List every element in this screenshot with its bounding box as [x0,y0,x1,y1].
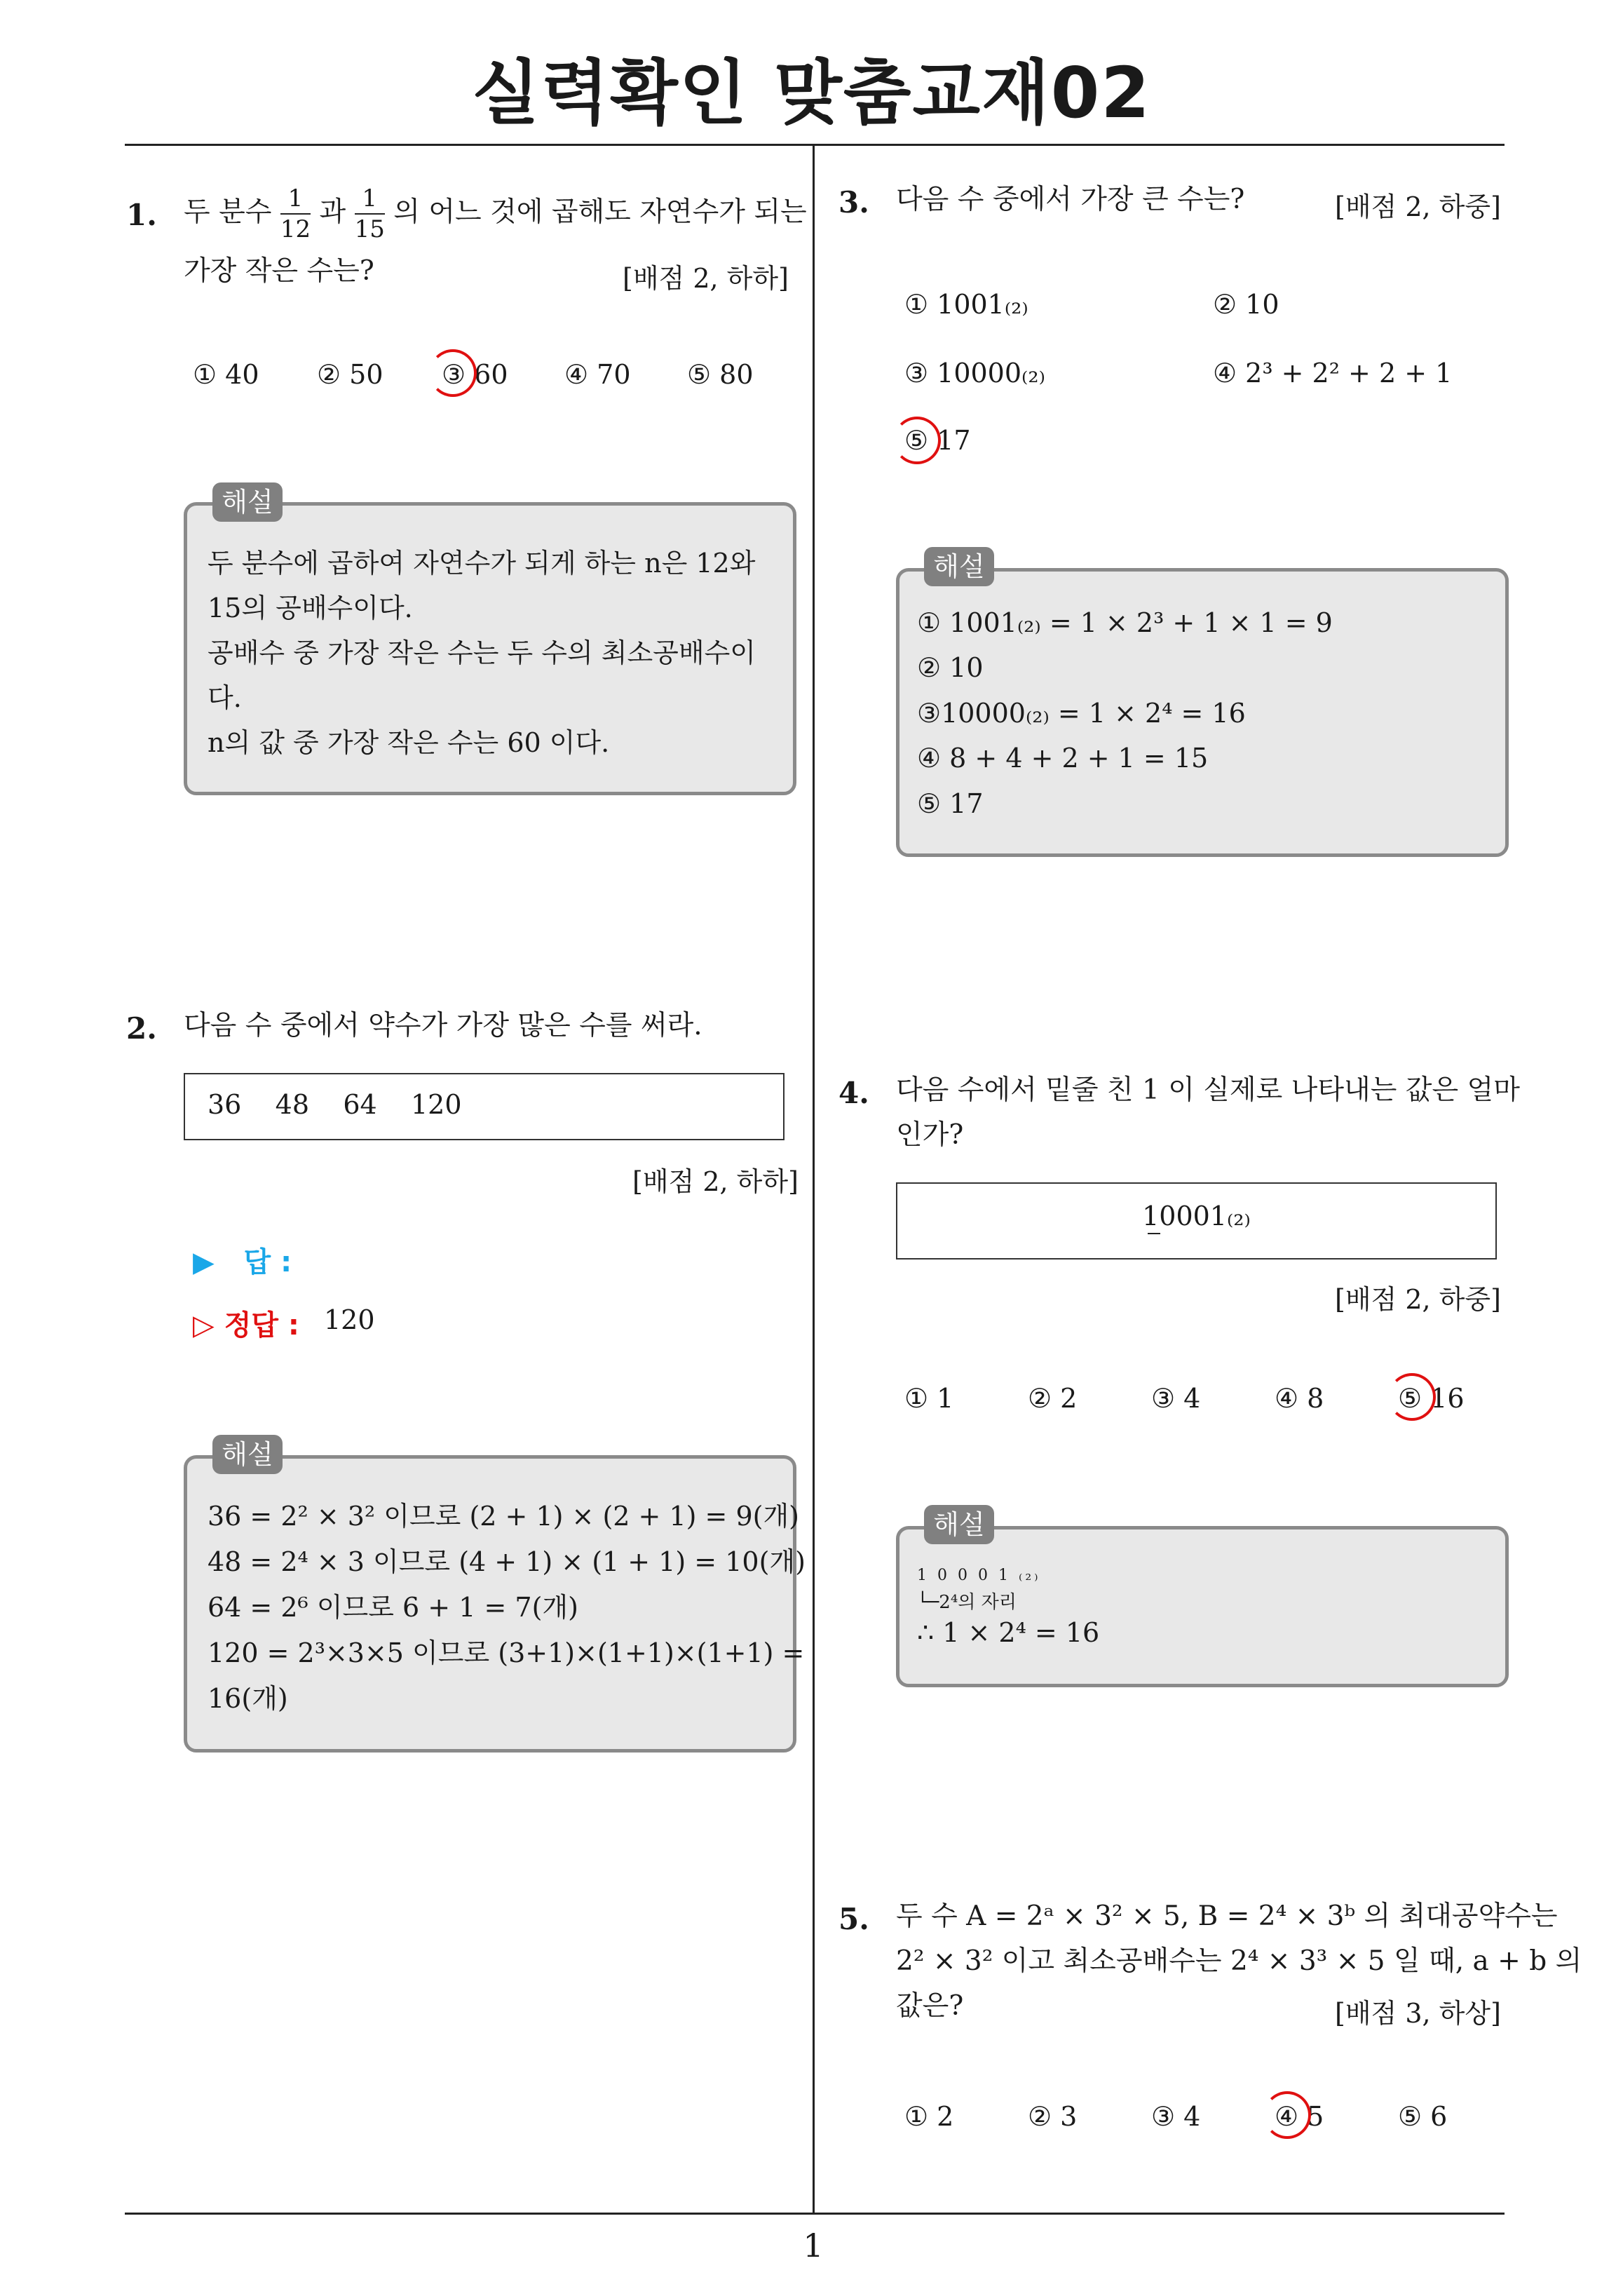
q1-option-2[interactable]: ② 50 [317,359,383,390]
top-rule [125,144,1505,146]
q4-answer-circle [1388,1373,1436,1421]
q1-line2: 가장 작은 수는? [184,255,374,287]
q3-option-4[interactable]: ④ 2³ + 2² + 2 + 1 [1213,358,1453,389]
q5-option-5[interactable]: ⑤ 6 [1398,2101,1448,2132]
q3-solution-line-1: ① 1001₍₂₎ = 1 × 2³ + 1 × 1 = 9 [917,607,1333,638]
q1-score: [배점 2, 하하] [623,263,789,294]
q4-line2: 인가? [896,1119,964,1151]
q4-score: [배점 2, 하중] [1335,1284,1501,1315]
q2-correct-value: 120 [324,1304,375,1335]
q3-option-1[interactable]: ① 1001₍₂₎ [904,289,1028,320]
q5-option-1[interactable]: ① 2 [904,2101,954,2132]
q4-option-5[interactable]: ⑤ 16 [1398,1383,1465,1414]
q4-option-2[interactable]: ② 2 [1028,1383,1078,1414]
q1-f2-den: 15 [354,215,385,243]
q2-score: [배점 2, 하하] [632,1166,799,1197]
q1-solution-line-5: n의 값 중 가장 작은 수는 60 이다. [208,727,610,758]
q5-number: 5. [838,1902,869,1936]
q2-solution-line-2: 48 = 2⁴ × 3 이므로 (4 + 1) × (1 + 1) = 10(개) [208,1546,806,1577]
q1-f2-num: 1 [355,184,385,215]
q4-underline-mark [1148,1233,1160,1234]
q1-solution-line-1: 두 분수에 곱하여 자연수가 되게 하는 n은 12와 [208,548,756,579]
q1-solution-line-4: 다. [208,682,242,713]
q3-solution-line-4: ④ 8 + 4 + 2 + 1 = 15 [917,743,1209,774]
q1-answer-circle [429,349,477,397]
q4-option-1[interactable]: ① 1 [904,1383,954,1414]
q1-fraction-1 [280,184,311,244]
q4-option-4[interactable]: ④ 8 [1275,1383,1324,1414]
q1-line1 [184,184,807,244]
q4-solution-tag: 해설 [924,1505,994,1544]
q1-option-3[interactable]: ③ 60 [442,359,508,390]
q2-number: 2. [126,1011,157,1046]
q5-answer-circle [1263,2091,1311,2139]
q3-answer-circle [893,417,941,464]
q2-solution-line-5: 16(개) [208,1683,288,1714]
page-number: 1 [803,2227,824,2264]
q1-option-5[interactable]: ⑤ 80 [687,359,754,390]
q1-post: 의 어느 것에 곱해도 자연수가 되는 [393,196,807,228]
q2-answer-label: ▶ 답 : [193,1246,292,1278]
q2-solution-line-1: 36 = 2² × 3² 이므로 (2 + 1) × (2 + 1) = 9(개) [208,1501,799,1532]
q1-solution-tag: 해설 [212,482,283,522]
q2-solution-line-4: 120 = 2³×3×5 이므로 (3+1)×(1+1)×(1+1) = [208,1637,805,1668]
q5-score: [배점 3, 하상] [1335,1998,1501,2029]
bottom-rule [125,2213,1505,2215]
q4-solution-digits: 1 0 0 0 1 ₍₂₎ [917,1567,1041,1584]
q1-number: 1. [126,198,157,232]
q3-solution-line-2: ② 10 [917,652,984,683]
q1-mid: 과 [319,196,346,228]
q4-line1: 다음 수에서 밑줄 친 1 이 실제로 나타내는 값은 얼마 [896,1074,1520,1106]
q3-score: [배점 2, 하중] [1335,191,1501,222]
q5-line2: 2² × 3² 이고 최소공배수는 2⁴ × 3³ × 5 일 때, a + b 의 [896,1945,1582,1977]
q1-f1-den: 12 [280,215,311,243]
q3-solution-line-3: ③10000₍₂₎ = 1 × 2⁴ = 16 [917,698,1246,729]
q3-option-5[interactable]: ⑤ 17 [904,425,971,456]
q4-solution-place: └─2⁴의 자리 [917,1592,1017,1613]
q5-line1: 두 수 A = 2ᵃ × 3² × 5, B = 2⁴ × 3ᵇ 의 최대공약수는 [896,1900,1558,1932]
q2-solution-line-3: 64 = 2⁶ 이므로 6 + 1 = 7(개) [208,1592,578,1623]
q1-fraction-2 [355,184,385,244]
q3-number: 3. [838,185,869,220]
q5-option-3[interactable]: ③ 4 [1151,2101,1201,2132]
column-divider [813,144,815,2213]
q3-solution-line-5: ⑤ 17 [917,788,984,819]
q3-text: 다음 수 중에서 가장 큰 수는? [896,184,1245,215]
q4-number: 4. [838,1076,869,1110]
q5-line3: 값은? [896,1990,964,2022]
q1-solution-line-2: 15의 공배수이다. [208,593,413,623]
q2-text: 다음 수 중에서 약수가 가장 많은 수를 써라. [184,1010,702,1041]
q5-option-2[interactable]: ② 3 [1028,2101,1078,2132]
page-title: 실력확인 맞춤교재02 [472,52,1151,134]
q3-option-3[interactable]: ③ 10000₍₂₎ [904,358,1045,389]
q1-f1-num: 1 [280,184,311,215]
q2-solution-tag: 해설 [212,1435,283,1474]
q3-solution-tag: 해설 [924,547,994,586]
q4-option-3[interactable]: ③ 4 [1151,1383,1201,1414]
q4-box-content: 10001₍₂₎ [1142,1201,1251,1231]
q2-box-content: 36 48 64 120 [208,1089,462,1120]
q3-option-2[interactable]: ② 10 [1213,289,1279,320]
q4-solution-result: ∴ 1 × 2⁴ = 16 [917,1617,1100,1648]
q1-pre: 두 분수 [184,196,272,228]
q2-correct-label: ▷ 정답 : [193,1309,299,1342]
q5-option-4[interactable]: ④ 5 [1275,2101,1324,2132]
q1-solution-line-3: 공배수 중 가장 작은 수는 두 수의 최소공배수이 [208,637,756,668]
q1-option-4[interactable]: ④ 70 [564,359,631,390]
q1-option-1[interactable]: ① 40 [193,359,259,390]
